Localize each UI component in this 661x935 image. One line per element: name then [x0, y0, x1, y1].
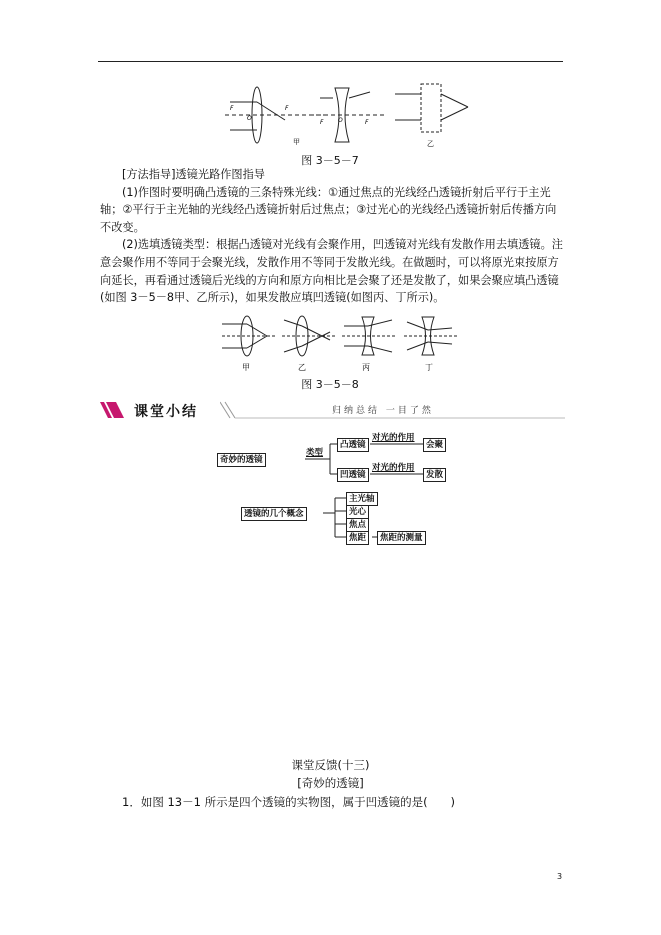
- concept-effect-2: 对光的作用: [372, 463, 415, 473]
- fig357-label-o1: O: [247, 115, 252, 122]
- feedback-subtitle: [奇妙的透镜]: [297, 776, 364, 790]
- figure-3-5-7: [225, 80, 475, 150]
- fig357-label-f2: F: [285, 105, 289, 112]
- fig358-label-1: 乙: [298, 363, 306, 372]
- summary-title: 课堂小结: [134, 404, 198, 420]
- fig357-label-f4: F: [365, 119, 369, 126]
- concept-concave: 凹透镜: [337, 468, 369, 482]
- fig357-label-left: 甲: [293, 138, 300, 146]
- concept-item-3: 焦距: [346, 531, 369, 545]
- question-1: 1．如图 13－1 所示是四个透镜的实物图，属于凹透镜的是( ): [122, 795, 456, 809]
- concept-converge: 会聚: [423, 438, 446, 452]
- fig357-label-o2: O: [338, 117, 343, 124]
- concept-item-1: 光心: [346, 505, 369, 519]
- concept-convex: 凸透镜: [337, 438, 369, 452]
- method-guide-p1: (1)作图时要明确凸透镜的三条特殊光线：①通过焦点的光线经凸透镜折射后平行于主光轴；②平行于主光轴的光线经凸透镜折射后过焦点；③过光心的光线经凸透镜折射后传播方向不改变。: [100, 185, 557, 234]
- summary-banner: [100, 398, 565, 422]
- concept-type-label: 类型: [306, 448, 324, 458]
- fig357-label-right: 乙: [427, 140, 434, 148]
- figure-3-5-8: [222, 312, 457, 374]
- concept-root-lens: 奇妙的透镜: [217, 453, 266, 467]
- figure-3-5-8-caption: 图 3－5－8: [301, 378, 359, 391]
- page-number: 3: [557, 872, 563, 881]
- concept-item-2: 焦点: [346, 518, 369, 532]
- concept-item-0: 主光轴: [346, 492, 378, 506]
- header-rule: [98, 61, 563, 62]
- concept-effect-1: 对光的作用: [372, 433, 415, 443]
- method-guide: [100, 166, 565, 307]
- concept-focal-def: 焦距的测量: [377, 531, 426, 545]
- banner-slash-icon: [100, 400, 130, 420]
- method-guide-p2: (2)选填透镜类型：根据凸透镜对光线有会聚作用，凹透镜对光线有发散作用去填透镜。注意会聚作用不等同于会聚光线，发散作用不等同于发散光线。在做题时，可以将原光束按原方向延长，再看通过透镜后光线的方向和原方向相比是会聚了还是发散了，如果会聚应填凸透镜(如图 3－5－8甲、乙所示)，如果发散应填凹透镜(如图丙、丁所示)。: [100, 238, 563, 305]
- concept-root-concepts: 透镜的几个概念: [241, 507, 307, 521]
- summary-subtitle: 归纳总结 一目了然: [332, 406, 434, 416]
- fig358-label-3: 丁: [425, 363, 433, 372]
- method-guide-title: [方法指导]透镜光路作图指导: [122, 168, 265, 181]
- concept-diverge: 发散: [423, 468, 446, 482]
- feedback-title: 课堂反馈(十三): [291, 758, 370, 772]
- concept-map-connectors: [215, 432, 455, 547]
- fig357-label-f1: F: [230, 105, 234, 112]
- fig358-label-2: 丙: [362, 363, 370, 372]
- fig358-label-0: 甲: [242, 363, 250, 372]
- fig357-label-f3: F: [320, 119, 324, 126]
- concept-map: [215, 432, 455, 547]
- figure-3-5-7-caption: 图 3－5－7: [301, 154, 359, 167]
